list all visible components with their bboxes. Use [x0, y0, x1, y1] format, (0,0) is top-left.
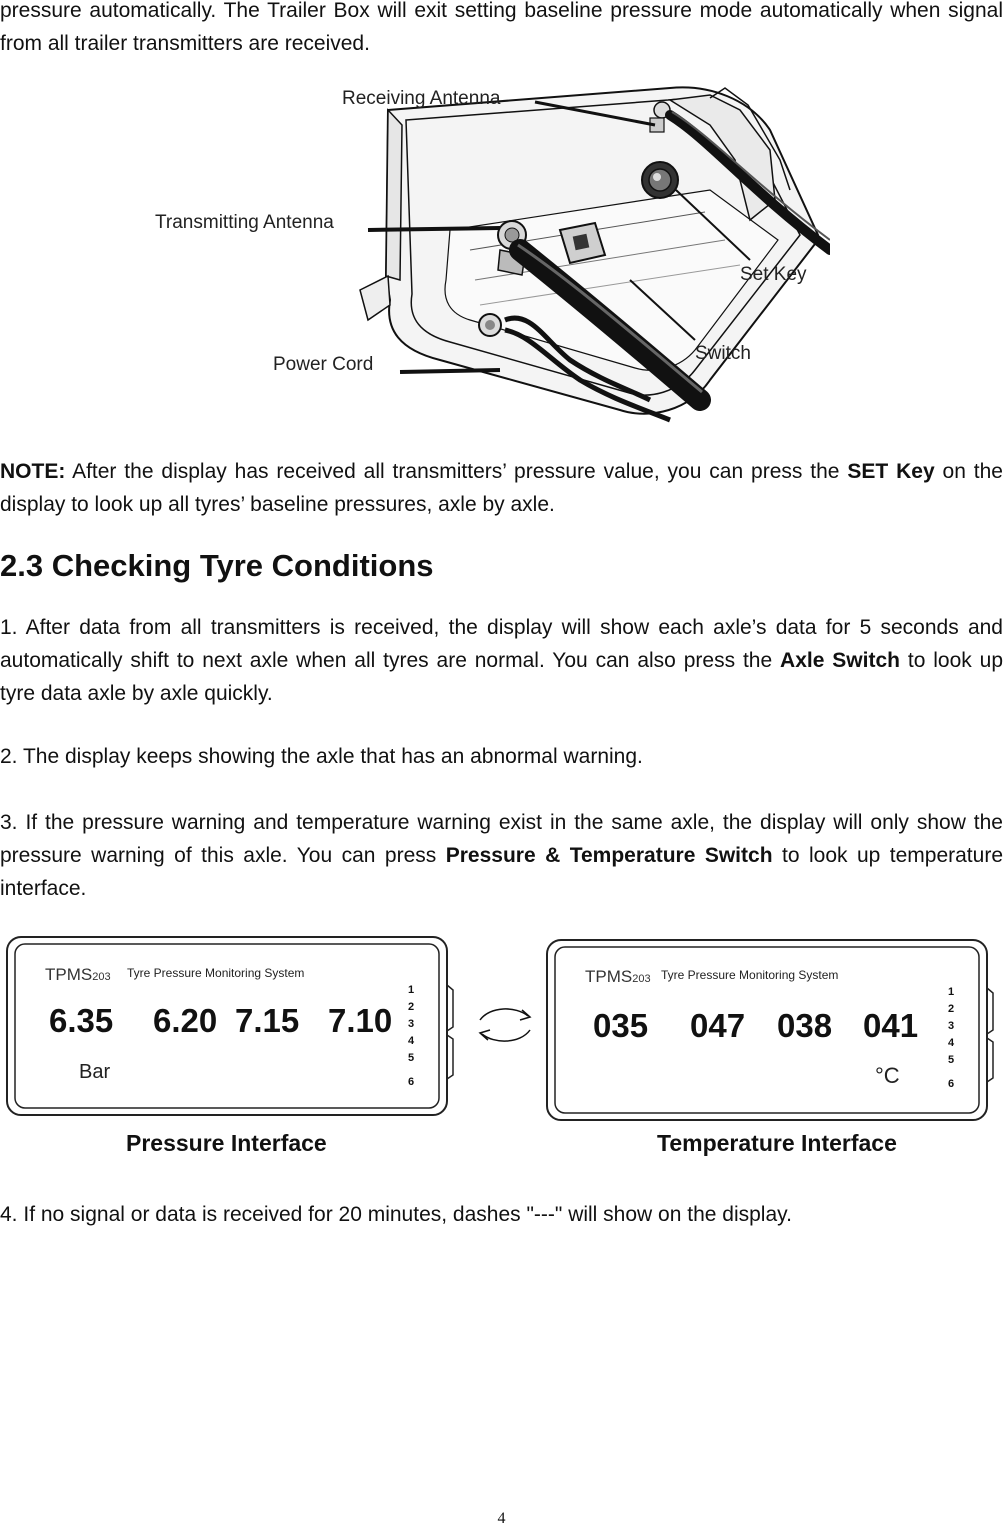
list-item-bold: Axle Switch [780, 649, 900, 672]
axle-number: 4 [948, 1037, 955, 1049]
list-item-text: If no signal or data is received for 20 minutes, dashes "---" will show on the display. [23, 1203, 792, 1226]
pressure-value: 6.35 [49, 1002, 114, 1039]
list-item-text: to look up temperature interface. [0, 844, 1003, 900]
page-number: 4 [497, 1510, 506, 1527]
axle-number: 6 [948, 1078, 955, 1090]
brand-label: TPMS [585, 967, 633, 986]
pressure-value: 6.20 [153, 1002, 218, 1039]
label-receiving-antenna: Receiving Antenna [342, 88, 501, 109]
list-item-text: After data from all transmitters is received, the display will show each axle’s data for 5 seconds and automatically shift to next axle when all tyres are normal. You can also press the [0, 616, 1003, 672]
trailer-box-diagram [150, 80, 830, 425]
intro-paragraph [0, 0, 1003, 60]
temperature-unit: °C [875, 1063, 900, 1088]
temperature-display [545, 938, 1000, 1123]
axle-number: 5 [948, 1054, 955, 1066]
axle-number: 6 [408, 1076, 415, 1088]
list-item-number: 3. [0, 811, 18, 834]
note-text-1: After the display has received all transmitters’ pressure value, you can press the [72, 460, 840, 483]
label-transmitting-antenna: Transmitting Antenna [155, 212, 334, 233]
axle-number: 4 [408, 1035, 415, 1047]
model-label: 203 [632, 973, 651, 985]
pressure-value: 7.15 [235, 1002, 300, 1039]
brand-label: TPMS [45, 965, 93, 984]
temperature-value: 035 [593, 1007, 649, 1044]
note-text-2: on the display to look up all tyres’ baseline pressures, axle by axle. [0, 460, 1003, 516]
pressure-caption: Pressure Interface [126, 1130, 327, 1156]
pressure-unit: Bar [79, 1061, 111, 1083]
axle-number: 3 [948, 1020, 955, 1032]
note-set-key: SET Key [847, 460, 935, 483]
axle-number: 2 [408, 1001, 415, 1013]
axle-number: 5 [408, 1052, 415, 1064]
list-item-3 [0, 806, 1003, 905]
label-power-cord: Power Cord [273, 354, 374, 375]
list-item-number: 1. [0, 616, 18, 639]
model-label: 203 [92, 971, 111, 983]
list-item-number: 2. [0, 745, 18, 768]
list-item-bold: Pressure & Temperature Switch [445, 844, 773, 867]
pressure-value: 7.10 [328, 1002, 393, 1039]
list-item-4 [0, 1198, 1003, 1231]
axle-number: 1 [408, 984, 415, 996]
axle-number: 3 [408, 1018, 415, 1030]
list-item-2 [0, 740, 1003, 773]
label-set-key: Set Key [740, 264, 807, 285]
list-item-number: 4. [0, 1203, 18, 1226]
temperature-value: 041 [863, 1007, 919, 1044]
axle-number: 2 [948, 1003, 955, 1015]
list-item-text: The display keeps showing the axle that has an abnormal warning. [22, 745, 643, 768]
list-item-text: to look up tyre data axle by axle quickly. [0, 649, 1003, 705]
axle-number: 1 [948, 986, 955, 998]
section-heading: 2.3 Checking Tyre Conditions [0, 548, 434, 583]
display-subtitle: Tyre Pressure Monitoring System [127, 966, 305, 980]
note-paragraph [0, 455, 1003, 521]
intro-text: pressure automatically. The Trailer Box will exit setting baseline pressure mode automatically when signal from all trailer transmitters are received. [0, 0, 1003, 55]
temperature-value: 038 [777, 1007, 833, 1044]
list-item-1 [0, 611, 1003, 710]
list-item-text: If the pressure warning and temperature warning exist in the same axle, the display will only show the pressure warning of this axle. You can press [0, 811, 1003, 867]
label-switch: Switch [695, 343, 751, 364]
display-subtitle: Tyre Pressure Monitoring System [661, 968, 839, 982]
temperature-caption: Temperature Interface [657, 1130, 897, 1156]
temperature-value: 047 [690, 1007, 746, 1044]
pressure-display [5, 935, 455, 1120]
switch-arrows-icon [470, 1000, 540, 1050]
note-prefix: NOTE: [0, 460, 66, 483]
